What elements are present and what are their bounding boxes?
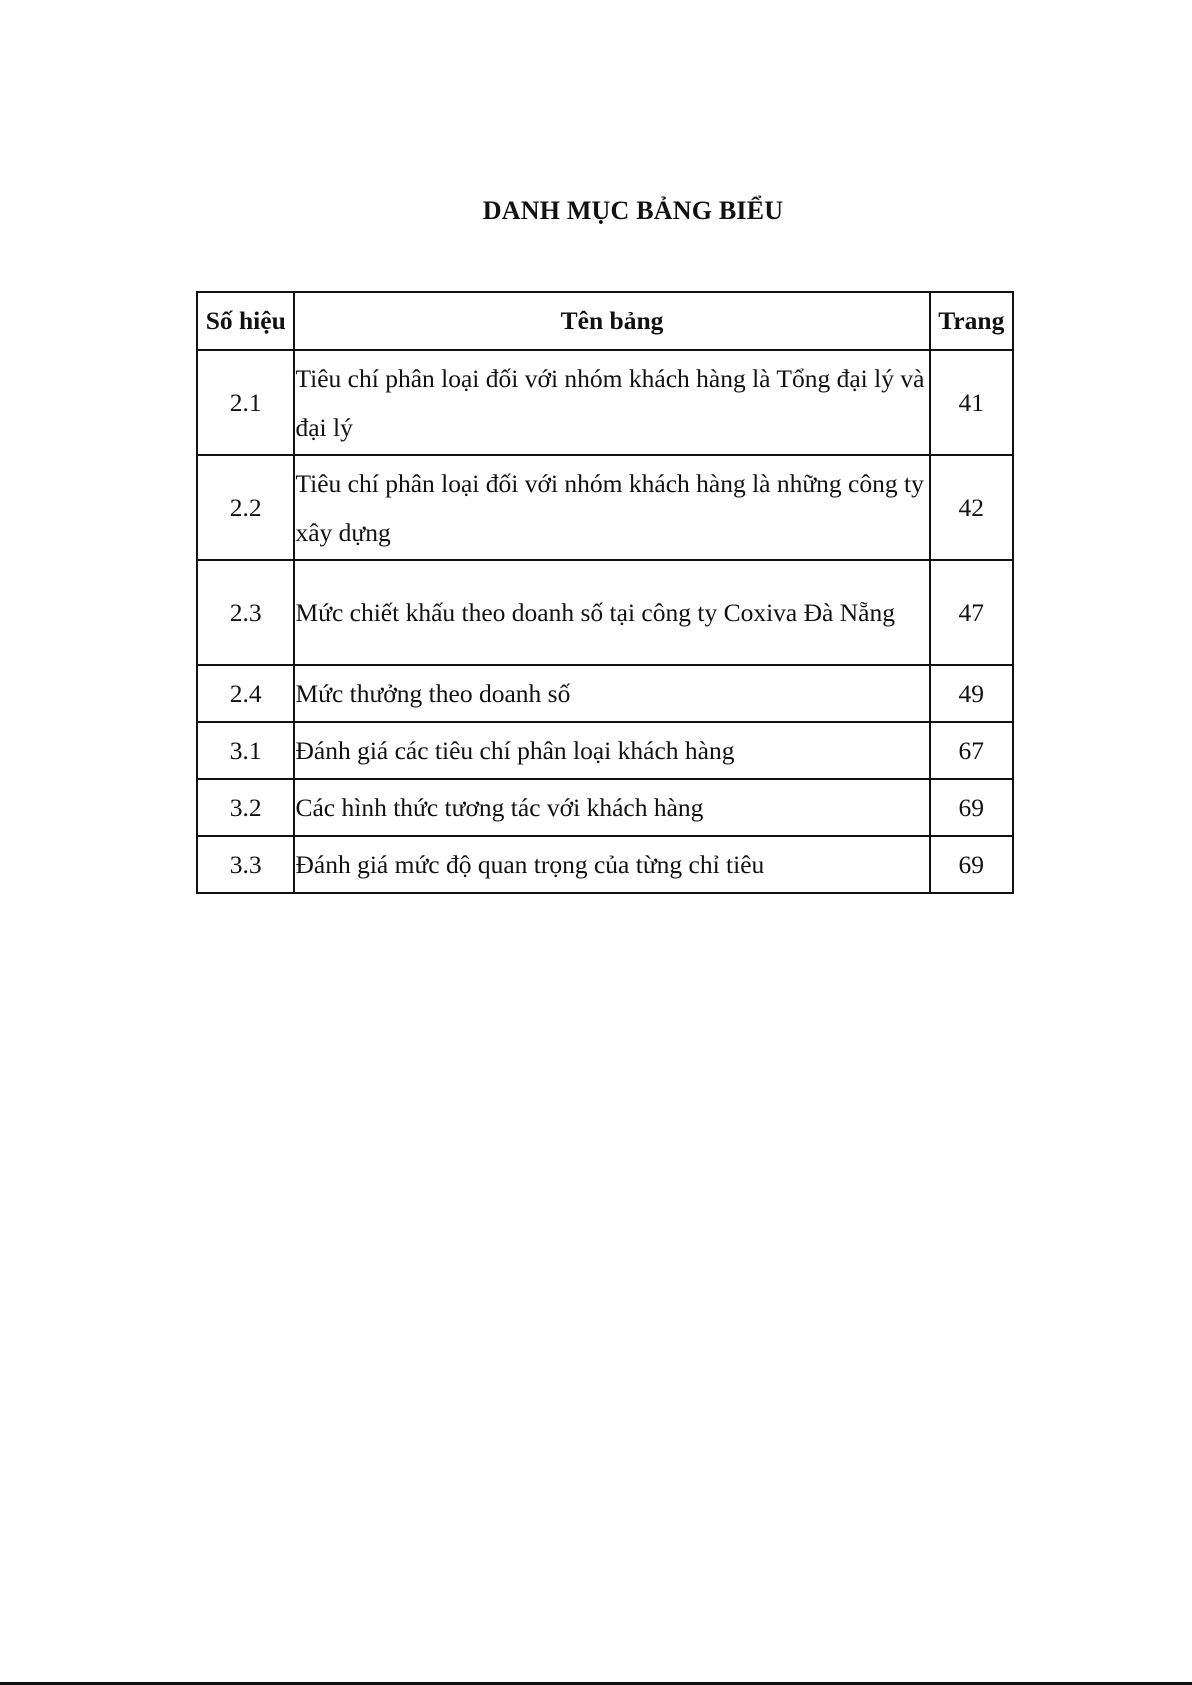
row-page: 69 [930,836,1013,893]
table-row [197,779,1013,836]
page-title: DANH MỤC BẢNG BIỂU [482,196,784,225]
row-page: 49 [930,665,1013,722]
table-list [196,291,1014,894]
row-name: Đánh giá các tiêu chí phân loại khách hàng [294,722,929,779]
row-page: 42 [930,455,1013,560]
table-header-row [197,292,1013,350]
row-number: 3.3 [197,836,294,893]
row-number: 2.2 [197,455,294,560]
row-page: 47 [930,560,1013,665]
table-row [197,836,1013,893]
row-number: 2.3 [197,560,294,665]
table-row [197,665,1013,722]
header-name: Tên bảng [294,292,929,350]
row-page: 41 [930,350,1013,455]
row-number: 3.2 [197,779,294,836]
row-name: Các hình thức tương tác với khách hàng [294,779,929,836]
row-name: Mức chiết khấu theo doanh số tại công ty Coxiva Đà Nẵng [294,560,929,665]
table-row [197,560,1013,665]
header-number: Số hiệu [197,292,294,350]
table-row [197,350,1013,455]
row-number: 2.4 [197,665,294,722]
row-name: Mức thưởng theo doanh số [294,665,929,722]
table-row [197,722,1013,779]
table-row [197,455,1013,560]
row-number: 2.1 [197,350,294,455]
row-page: 67 [930,722,1013,779]
row-page: 69 [930,779,1013,836]
row-name: Tiêu chí phân loại đối với nhóm khách hàng là Tổng đại lý và đại lý [294,350,929,455]
row-name: Tiêu chí phân loại đối với nhóm khách hàng là những công ty xây dựng [294,455,929,560]
row-number: 3.1 [197,722,294,779]
row-name: Đánh giá mức độ quan trọng của từng chỉ tiêu [294,836,929,893]
header-page: Trang [930,292,1013,350]
